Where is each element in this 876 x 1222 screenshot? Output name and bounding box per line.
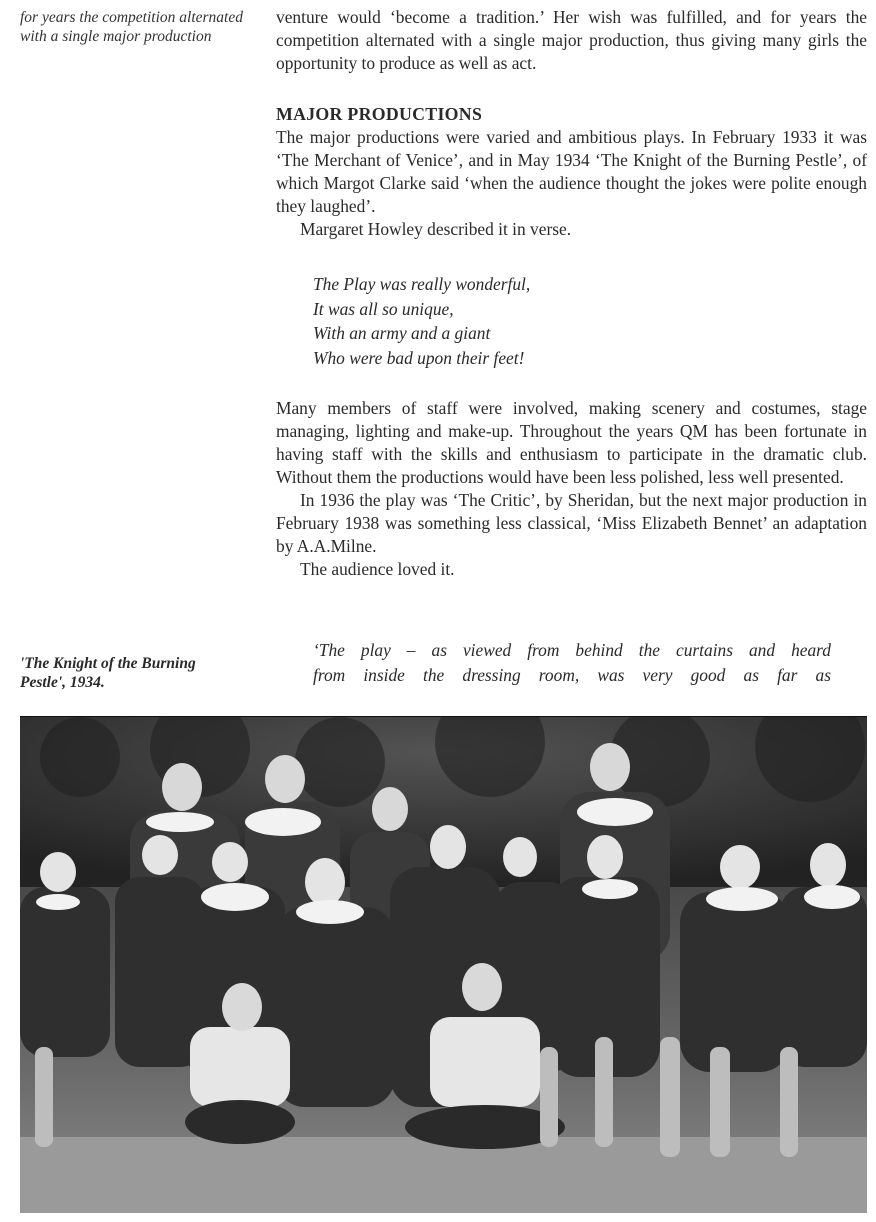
photo-caption: 'The Knight of the Burning Pestle', 1934. [20, 655, 196, 691]
section-heading: MAJOR PRODUCTIONS [276, 104, 483, 124]
body-paragraph-1: Many members of staff were involved, making scenery and costumes, stage managing, lighting and make-up. Throughout the years QM has been fortunate in having staff with the skills and enthusiasm to participate in the dramatic club. Without them the productions would have been less polished, less well presented. [276, 398, 867, 487]
quote-block [313, 638, 831, 688]
margin-note: for years the competition alternated with a single major production [20, 9, 243, 45]
body-column [276, 397, 867, 581]
quote-line: ‘The play – as viewed from behind the curtains and heard [313, 640, 831, 660]
photo-illustration [20, 717, 867, 1213]
verse-line: It was all so unique, [313, 298, 454, 319]
quote-line: from inside the dressing room, was very good as far as [313, 665, 831, 685]
body-paragraph-2: In 1936 the play was ‘The Critic’, by Sheridan, but the next major production in February 1938 was something less classical, ‘Miss Elizabeth Bennet’ an adaptation by A.A.Milne. [276, 490, 867, 556]
group-photograph [20, 716, 867, 1213]
body-paragraph-3: The audience loved it. [300, 559, 455, 579]
section-paragraph-1: The major productions were varied and ambitious plays. In February 1933 it was ‘The Merchant of Venice’, and in May 1934 ‘The Knight of the Burning Pestle’, of which Margot Clarke said ‘when the audience thought the jokes were polite enough they laughed’. [276, 127, 867, 216]
verse-line: With an army and a giant [313, 323, 491, 343]
section-paragraph-2: Margaret Howley described it in verse. [300, 219, 572, 239]
main-column [276, 6, 867, 241]
verse-line: The Play was really wonderful, [313, 274, 531, 294]
intro-paragraph: venture would ‘become a tradition.’ Her wish was fulfilled, and for years the competition alternated with a single major production, thus giving many girls the opportunity to produce as well as act. [276, 7, 867, 73]
verse-block [313, 272, 530, 370]
verse-line: Who were bad upon their feet! [313, 347, 525, 368]
